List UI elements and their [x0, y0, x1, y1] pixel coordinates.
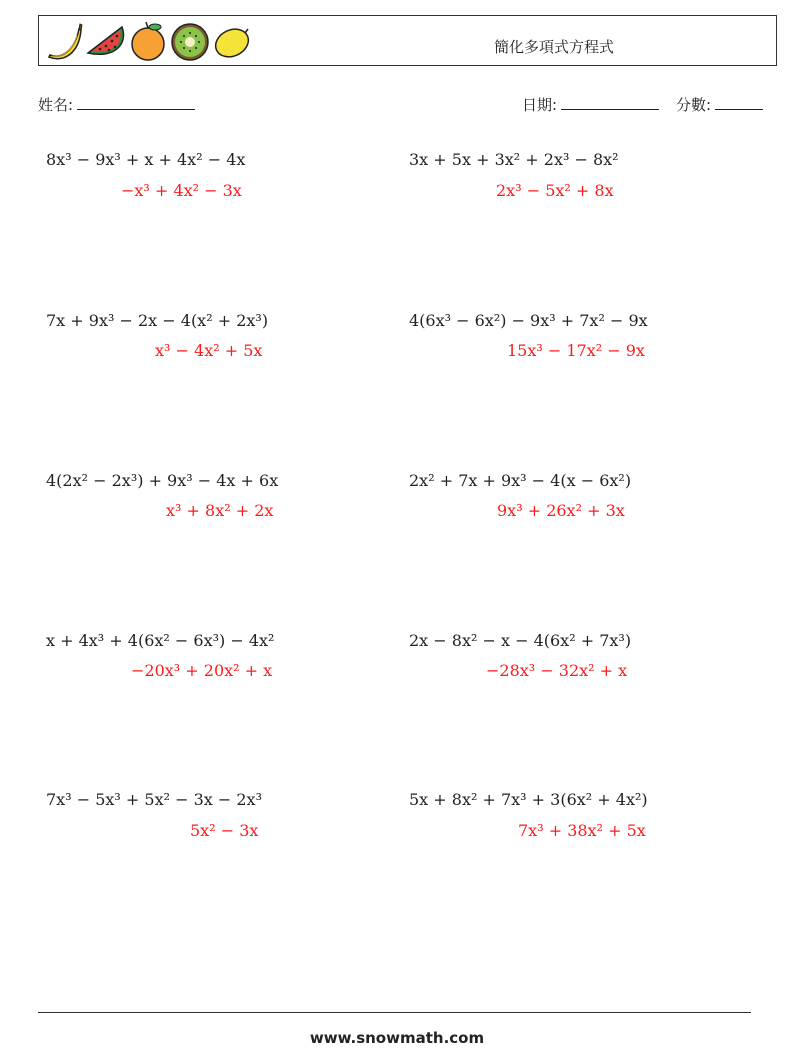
- footer-divider: [38, 1012, 751, 1013]
- name-blank: [77, 95, 195, 110]
- problem-9-answer: 5x² − 3x: [190, 821, 259, 840]
- score-field: [676, 94, 763, 115]
- problem-8-answer: −28x³ − 32x² + x: [486, 661, 628, 680]
- date-blank: [561, 95, 659, 110]
- problem-6-question: 2x² + 7x + 9x³ − 4(x − 6x²): [409, 471, 632, 490]
- problem-9-question: 7x³ − 5x³ + 5x² − 3x − 2x³: [46, 790, 262, 809]
- problem-4-question: 4(6x³ − 6x²) − 9x³ + 7x² − 9x: [409, 311, 648, 330]
- name-label: 姓名:: [38, 96, 74, 114]
- problem-5-question: 4(2x² − 2x³) + 9x³ − 4x + 6x: [46, 471, 279, 490]
- worksheet-header: [38, 15, 777, 66]
- problem-7-question: x + 4x³ + 4(6x² − 6x³) − 4x²: [46, 631, 275, 650]
- banana-icon: [44, 19, 84, 63]
- problem-2-answer: 2x³ − 5x² + 8x: [496, 181, 614, 200]
- kiwi-icon: [170, 19, 210, 63]
- problem-1-answer: −x³ + 4x² − 3x: [121, 181, 242, 200]
- score-label: 分數:: [676, 96, 712, 114]
- problem-3-answer: x³ − 4x² + 5x: [155, 341, 263, 360]
- problem-5-answer: x³ + 8x² + 2x: [166, 501, 274, 520]
- problem-4-answer: 15x³ − 17x² − 9x: [507, 341, 645, 360]
- date-label: 日期:: [522, 96, 558, 114]
- date-field: [522, 94, 659, 115]
- problem-7-answer: −20x³ + 20x² + x: [131, 661, 273, 680]
- problem-1-question: 8x³ − 9x³ + x + 4x² − 4x: [46, 150, 246, 169]
- fruit-icons: [44, 18, 252, 64]
- orange-icon: [128, 19, 168, 63]
- worksheet-title: 簡化多項式方程式: [494, 38, 615, 56]
- problem-10-answer: 7x³ + 38x² + 5x: [518, 821, 646, 840]
- score-blank: [715, 95, 763, 110]
- footer-website: www.snowmath.com: [309, 1029, 485, 1047]
- watermelon-icon: [86, 19, 126, 63]
- problem-2-question: 3x + 5x + 3x² + 2x³ − 8x²: [409, 150, 619, 169]
- problem-8-question: 2x − 8x² − x − 4(6x² + 7x³): [409, 631, 632, 650]
- problem-3-question: 7x + 9x³ − 2x − 4(x² + 2x³): [46, 311, 269, 330]
- problem-10-question: 5x + 8x² + 7x³ + 3(6x² + 4x²): [409, 790, 648, 809]
- name-field: [38, 94, 195, 115]
- problem-6-answer: 9x³ + 26x² + 3x: [497, 501, 625, 520]
- lemon-icon: [212, 19, 252, 63]
